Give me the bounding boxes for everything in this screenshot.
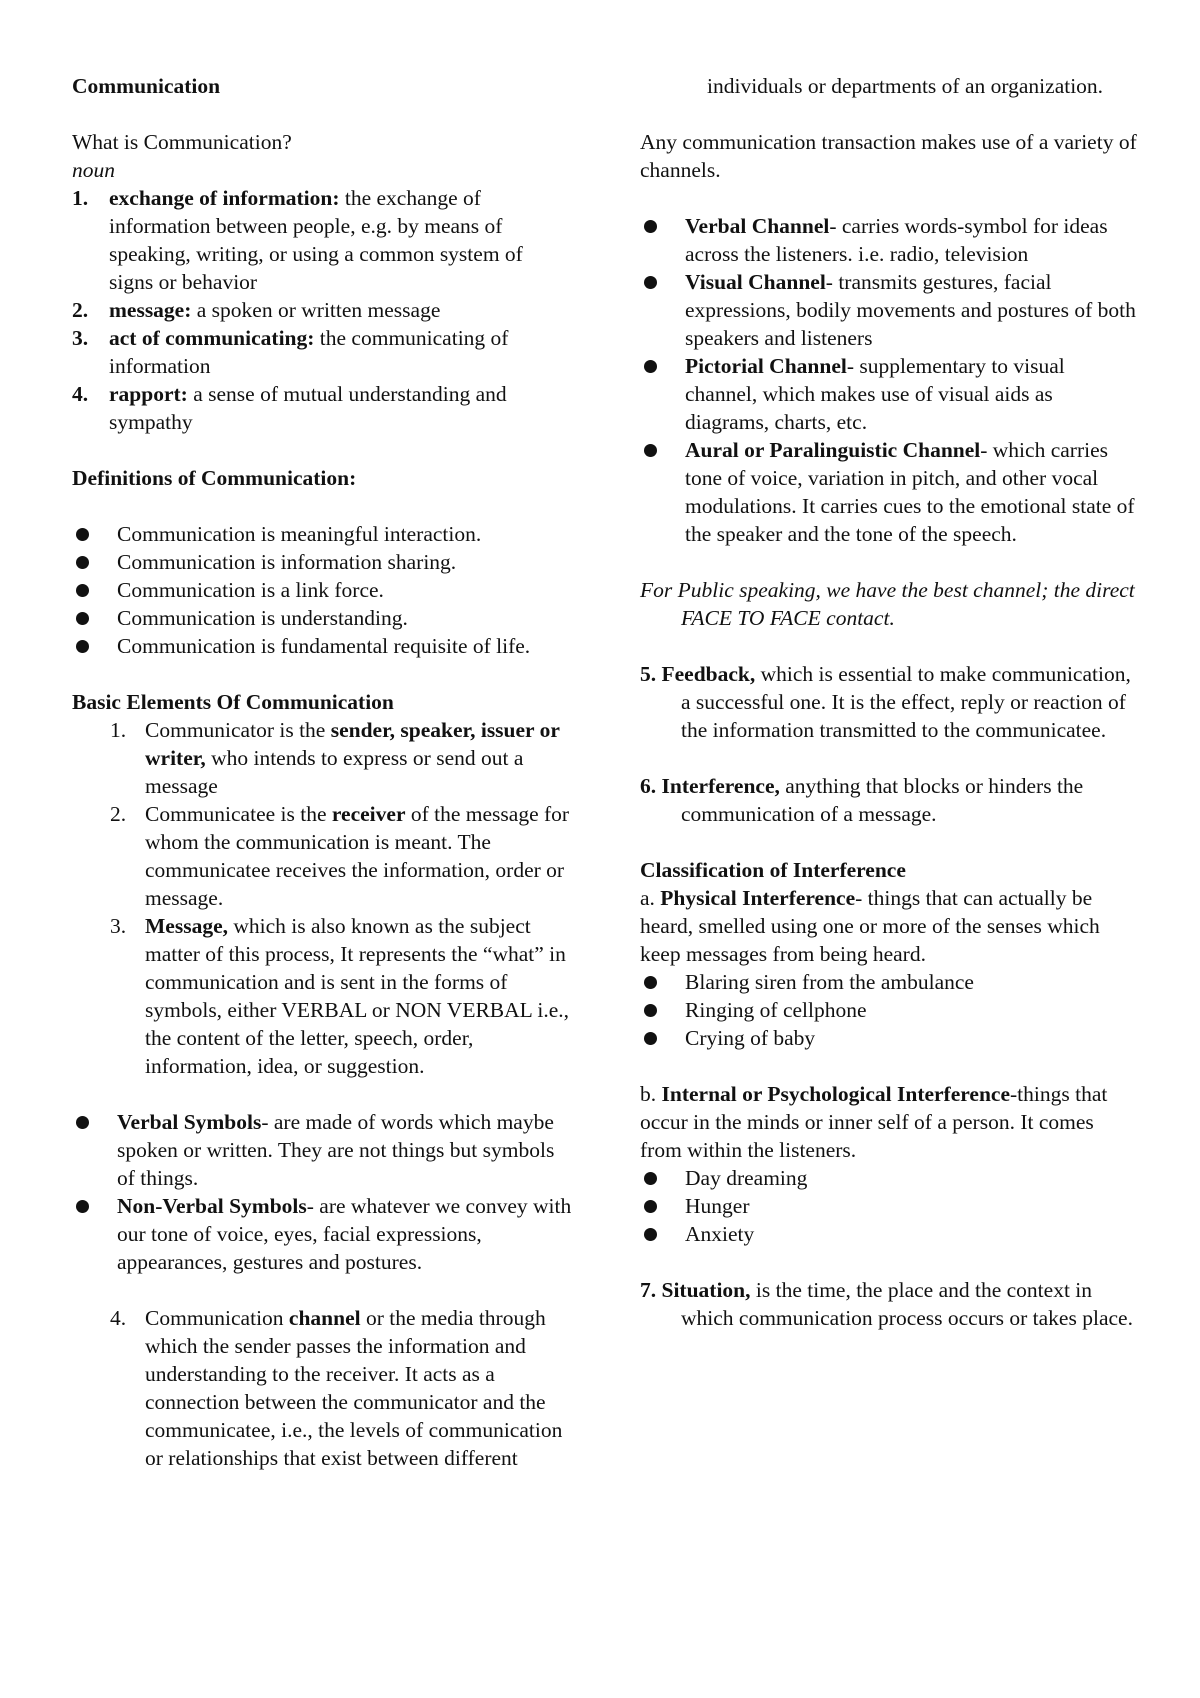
classification-heading: Classification of Interference [640,858,906,882]
channel-bullet [640,212,1138,268]
channels-intro: Any communication transaction makes use of a variety of channels. [640,130,1137,182]
bullet-text: Communication is fundamental requisite of life. [117,634,531,658]
definition-item [72,324,572,380]
physical-item-text: Ringing of cellphone [685,998,867,1022]
element-number: 2. [110,802,127,826]
definition-item [72,380,572,436]
channel-text: - which carries tone of voice, variation in pitch, and other vocal modulations. It carries cues to the emotional state of the speaker and the tone of the speech. [685,438,1135,546]
channel-bullet [640,352,1138,436]
channel-text: - carries words-symbol for ideas across the listeners. i.e. radio, television [685,214,1108,266]
channel-term: Verbal Channel [685,214,830,238]
definition-bullet [72,548,572,576]
internal-item [640,1164,1138,1192]
bullet-dot-icon [76,528,89,541]
bullet-text: Communication is a link force. [117,578,384,602]
definition-item [72,184,572,296]
page-title: Communication [72,74,221,98]
bullet-dot-icon [644,360,657,373]
element-text: Communicator is the [145,718,331,742]
element-number: 3. [110,914,127,938]
channel-term: Visual Channel [685,270,826,294]
channel-bullet [640,436,1138,548]
element-text: who intends to express or send out a message [145,746,524,798]
feedback-lead: 5. Feedback, [640,662,756,686]
interference-lead: 6. Interference, [640,774,780,798]
definition-bullet [72,576,572,604]
interference-text: anything that blocks or hinders the communication of a message. [681,774,1084,826]
bullet-dot-icon [644,276,657,289]
physical-item-text: Blaring siren from the ambulance [685,970,974,994]
definition-term: message: [109,298,192,322]
internal-item-text: Anxiety [685,1222,755,1246]
question-line: What is Communication? [72,130,292,154]
physical-item-text: Crying of baby [685,1026,816,1050]
definition-text: the exchange of information between people, e.g. by means of speaking, writing, or using a common system of signs or behavior [109,186,523,294]
definition-term: exchange of information: [109,186,340,210]
definition-item [72,296,572,324]
channel-bullet [640,268,1138,352]
physical-item [640,968,1138,996]
public-speaking-note: For Public speaking, we have the best channel; the direct FACE TO FACE contact. [640,578,1135,630]
internal-text: -things that occur in the minds or inner self of a person. It comes from within the listeners. [640,1082,1108,1162]
bullet-dot-icon [76,612,89,625]
element-item [72,1304,572,1472]
situation-lead: 7. Situation, [640,1278,751,1302]
continued-text: individuals or departments of an organization. [707,74,1104,98]
situation-text: is the time, the place and the context in which communication process occurs or takes place. [681,1278,1133,1330]
definition-bullet [72,604,572,632]
element-emphasis: sender, speaker, issuer or writer, [145,718,560,770]
symbol-bullet [72,1192,572,1276]
definition-number: 1. [72,186,89,210]
internal-item [640,1192,1138,1220]
definition-term: act of communicating: [109,326,315,350]
element-text: or the media through which the sender passes the information and understanding to the receiver. It acts as a connection between the communicator and the communicatee, i.e., the levels of communication or relationships that exist between different [145,1306,563,1470]
feedback-paragraph [640,660,1138,744]
definition-text: a sense of mutual understanding and sympathy [109,382,507,434]
element-text: of the message for whom the communication is meant. The communicatee receives the information, order or message. [145,802,570,910]
physical-interference [640,884,1138,968]
bullet-dot-icon [644,1228,657,1241]
internal-item-text: Day dreaming [685,1166,808,1190]
bullet-dot-icon [644,1004,657,1017]
definition-number: 3. [72,326,89,350]
internal-term: Internal or Psychological Interference [661,1082,1011,1106]
internal-prefix: b. [640,1082,662,1106]
bullet-text: Communication is meaningful interaction. [117,522,482,546]
right-column [640,72,1138,1332]
bullet-dot-icon [644,1200,657,1213]
element-item [72,912,572,1080]
bullet-dot-icon [76,1200,89,1213]
symbol-term: Verbal Symbols [117,1110,262,1134]
bullet-dot-icon [644,1172,657,1185]
element-emphasis: receiver [331,802,406,826]
physical-term: Physical Interference [660,886,856,910]
definition-number: 2. [72,298,89,322]
element-emphasis: Message, [145,914,228,938]
element-text: Communicatee is the [145,802,332,826]
bullet-text: Communication is information sharing. [117,550,457,574]
element-item [72,716,572,800]
part-of-speech: noun [72,158,115,182]
situation-paragraph [640,1276,1138,1332]
symbol-term: Non-Verbal Symbols [117,1194,307,1218]
definition-term: rapport: [109,382,188,406]
element-text: Communication [145,1306,289,1330]
element-number: 1. [110,718,127,742]
bullet-dot-icon [76,640,89,653]
channel-term: Pictorial Channel [685,354,847,378]
bullet-dot-icon [76,556,89,569]
definition-bullet [72,632,572,660]
bullet-dot-icon [644,1032,657,1045]
bullet-text: Communication is understanding. [117,606,408,630]
internal-item [640,1220,1138,1248]
physical-item [640,1024,1138,1052]
left-column [72,72,572,1472]
elements-heading: Basic Elements Of Communication [72,690,394,714]
channel-text: - transmits gestures, facial expressions, bodily movements and postures of both speakers and listeners [685,270,1136,350]
bullet-dot-icon [644,976,657,989]
symbol-bullet [72,1108,572,1192]
definition-bullet [72,520,572,548]
internal-item-text: Hunger [685,1194,750,1218]
internal-interference [640,1080,1138,1164]
definition-text: a spoken or written message [191,298,441,322]
symbol-text: - are made of words which maybe spoken or written. They are not things but symbols of things. [117,1110,555,1190]
element-number: 4. [110,1306,127,1330]
definitions-heading: Definitions of Communication: [72,466,357,490]
bullet-dot-icon [644,220,657,233]
symbol-text: - are whatever we convey with our tone of voice, eyes, facial expressions, appearances, gestures and postures. [117,1194,572,1274]
bullet-dot-icon [644,444,657,457]
element-text: which is also known as the subject matter of this process, It represents the “what” in communication and is sent in the forms of symbols, either VERBAL or NON VERBAL i.e., the content of the letter, speech, order, information, idea, or suggestion. [145,914,570,1078]
element-item [72,800,572,912]
element-emphasis: channel [288,1306,361,1330]
bullet-dot-icon [76,584,89,597]
feedback-text: which is essential to make communication, a successful one. It is the effect, reply or reaction of the information transmitted to the communicatee. [681,662,1131,742]
channel-text: - supplementary to visual channel, which makes use of visual aids as diagrams, charts, etc. [685,354,1065,434]
interference-paragraph [640,772,1138,828]
bullet-dot-icon [76,1116,89,1129]
physical-prefix: a. [640,886,661,910]
physical-item [640,996,1138,1024]
definition-number: 4. [72,382,89,406]
physical-text: - things that can actually be heard, smelled using one or more of the senses which keep messages from being heard. [640,886,1100,966]
channel-term: Aural or Paralinguistic Channel [685,438,981,462]
definition-text: the communicating of information [109,326,509,378]
